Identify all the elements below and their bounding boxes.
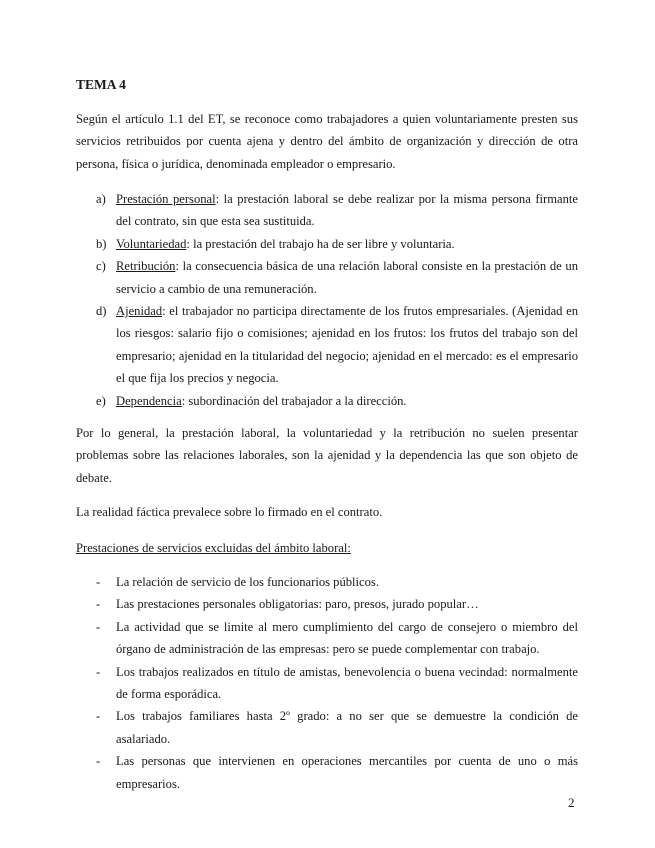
intro-paragraph: Según el artículo 1.1 del ET, se reconoce como trabajadores a quien voluntariamente presten sus servicios retribuidos por cuenta ajena y dentro del ámbito de organización y dirección de otra persona, física o jurídica, denominada empleador o empresario. (76, 112, 578, 171)
characteristic-item (76, 188, 578, 233)
exclusion-item (76, 705, 578, 750)
exclusion-text: Los trabajos realizados en título de amistas, benevolencia o buena vecindad: normalmente de forma esporádica. (116, 664, 578, 702)
exclusion-item (76, 593, 578, 615)
characteristic-text: : la prestación laboral se debe realizar por la misma persona firmante del contrato, sin que esta sea sustituida. (116, 192, 578, 229)
general-paragraph: Por lo general, la prestación laboral, la voluntariedad y la retribución no suelen presentar problemas sobre las relaciones laborales, son la ajenidad y la dependencia las que son objeto de debate. (76, 426, 578, 485)
characteristic-item (76, 390, 578, 412)
exclusions-heading: Prestaciones de servicios excluidas del ámbito laboral: (76, 541, 351, 555)
dash-marker: - (96, 709, 101, 724)
exclusion-text: Las personas que intervienen en operaciones mercantiles por cuenta de uno o más empresarios. (116, 754, 578, 791)
exclusion-text: La actividad que se limite al mero cumplimiento del cargo de consejero o miembro del órgano de administración de las empresas: pero se puede complementar con trabajo. (116, 619, 578, 657)
list-marker: d) (96, 304, 107, 319)
characteristic-text: : subordinación del trabajador a la dirección. (181, 393, 407, 408)
characteristic-item (76, 300, 578, 390)
characteristic-item (76, 255, 578, 300)
characteristic-term: Voluntariedad (116, 236, 187, 251)
reality-paragraph: La realidad fáctica prevalece sobre lo firmado en el contrato. (76, 505, 383, 519)
characteristic-term: Ajenidad (116, 304, 163, 319)
page-title: TEMA 4 (76, 77, 126, 92)
dash-marker: - (96, 664, 101, 679)
dash-marker: - (96, 597, 101, 612)
dash-marker: - (96, 575, 101, 589)
dash-marker: - (96, 619, 101, 634)
characteristic-text: : la consecuencia básica de una relación laboral consiste en la prestación de un servicio a cambio de una remuneración. (116, 259, 578, 296)
characteristics-list (76, 188, 578, 412)
characteristic-term: Prestación personal (116, 192, 216, 206)
exclusion-item (76, 750, 578, 795)
list-marker: a) (96, 192, 106, 206)
page-number: 2 (568, 795, 575, 810)
characteristic-text: : el trabajador no participa directamente de los frutos empresariales. (Ajenidad en los riesgos: salario fijo o comisiones; ajenidad en los frutos: los frutos del trabajo son del empresario; ajenidad en la titularidad del negocio; ajenidad en el mercado: es el empresario el que fija los precios y negocia. (116, 304, 578, 386)
characteristic-item (76, 233, 578, 255)
characteristic-text: : la prestación del trabajo ha de ser libre y voluntaria. (186, 236, 455, 251)
list-marker: b) (96, 236, 107, 251)
list-marker: e) (96, 393, 106, 408)
exclusion-text: Los trabajos familiares hasta 2º grado: a no ser que se demuestre la condición de asalariado. (116, 709, 578, 746)
exclusion-text: Las prestaciones personales obligatorias: paro, presos, jurado popular… (116, 597, 479, 612)
list-marker: c) (96, 259, 106, 274)
exclusion-item (76, 661, 578, 706)
exclusion-text: La relación de servicio de los funcionarios públicos. (116, 575, 379, 589)
exclusion-item (76, 616, 578, 661)
exclusion-item (76, 571, 578, 593)
characteristic-term: Retribución (116, 259, 176, 274)
dash-marker: - (96, 754, 101, 769)
characteristic-term: Dependencia (116, 393, 182, 408)
exclusions-list (76, 571, 578, 795)
